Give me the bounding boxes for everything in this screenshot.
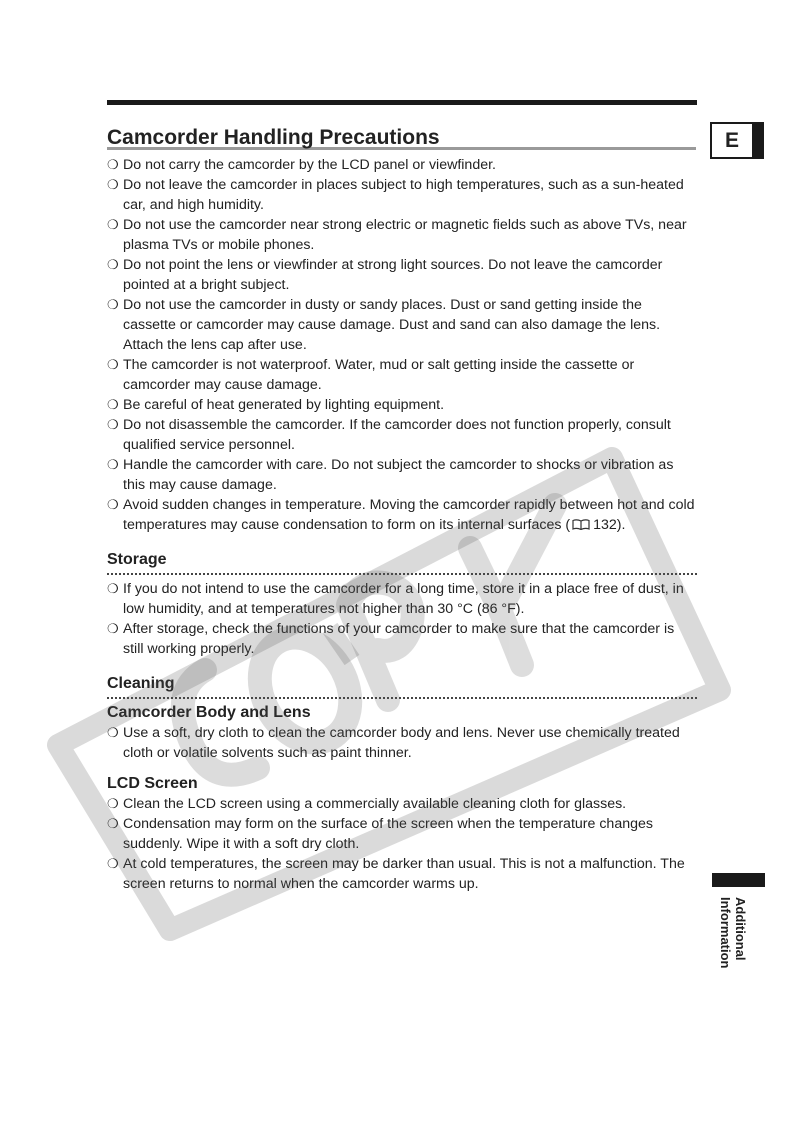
bullet-icon: ❍: [107, 357, 119, 372]
bullet-icon: ❍: [107, 157, 119, 172]
list-item: ❍ Do not point the lens or viewfinder at strong light sources. Do not leave the camcorder pointed at a bright subject.: [107, 257, 663, 293]
bullet-icon: ❍: [107, 581, 119, 596]
storage-list: [107, 579, 697, 659]
list-item: ❍ If you do not intend to use the camcorder for a long time, store it in a place free of dust, in low humidity, and at temperatures not higher than 30 °C (86 °F).: [107, 581, 684, 617]
section-side-label: [712, 897, 748, 987]
bullet-icon: ❍: [107, 856, 119, 871]
list-item: ❍ Use a soft, dry cloth to clean the camcorder body and lens. Never use chemically treated cloth or volatile solvents such as paint thinner.: [107, 725, 680, 761]
body-lens-subheading: Camcorder Body and Lens: [107, 704, 311, 721]
dotted-divider: [107, 697, 697, 699]
title-block: [107, 125, 697, 150]
bullet-icon: ❍: [107, 177, 119, 192]
list-item: ❍ Do not use the camcorder in dusty or sandy places. Dust or sand getting inside the cassette or camcorder may cause damage. Dust and sand can also damage the lens. Attach the lens cap after use.: [107, 297, 661, 353]
lcd-screen-list: [107, 794, 697, 894]
storage-heading: Storage: [107, 551, 167, 568]
bullet-icon: ❍: [107, 725, 119, 740]
list-item: ❍ Condensation may form on the surface of the screen when the temperature changes suddenly. Wipe it with a soft dry cloth.: [107, 816, 653, 852]
list-item: ❍ Do not use the camcorder near strong electric or magnetic fields such as above TVs, near plasma TVs or mobile phones.: [107, 217, 687, 253]
bullet-icon: ❍: [107, 816, 119, 831]
language-tab-letter: E: [710, 122, 754, 159]
precautions-list: [107, 155, 697, 535]
list-item: ❍ Handle the camcorder with care. Do not subject the camcorder to shocks or vibration as this may cause damage.: [107, 457, 674, 493]
list-item: ❍ Do not carry the camcorder by the LCD panel or viewfinder.: [107, 157, 496, 173]
list-item: ❍ Clean the LCD screen using a commercially available cleaning cloth for glasses.: [107, 796, 627, 812]
list-item: ❍ Do not leave the camcorder in places subject to high temperatures, such as a sun-heated car, and high humidity.: [107, 177, 684, 213]
list-item: ❍ After storage, check the functions of your camcorder to make sure that the camcorder is still working properly.: [107, 621, 675, 657]
lcd-screen-subheading: LCD Screen: [107, 775, 198, 792]
bullet-icon: ❍: [107, 217, 119, 232]
list-item: ❍ Be careful of heat generated by lighting equipment.: [107, 397, 445, 413]
bullet-icon: ❍: [107, 497, 119, 512]
bullet-icon: ❍: [107, 257, 119, 272]
main-content: [107, 155, 697, 894]
bullet-icon: ❍: [107, 796, 119, 811]
list-item: ❍ At cold temperatures, the screen may be darker than usual. This is not a malfunction. The screen returns to normal when the camcorder warms up.: [107, 856, 685, 892]
bullet-icon: ❍: [107, 297, 119, 312]
list-item: ❍ Avoid sudden changes in temperature. Moving the camcorder rapidly between hot and cold temperatures may cause condensation to form on its internal surfaces ( 132).: [107, 497, 695, 533]
dotted-divider: [107, 573, 697, 575]
header-rule: [107, 100, 697, 105]
body-lens-list: [107, 723, 697, 763]
bullet-icon: ❍: [107, 457, 119, 472]
page-reference: 132: [593, 517, 617, 533]
book-reference-icon: [572, 519, 590, 530]
cleaning-heading: Cleaning: [107, 675, 175, 692]
language-tab: [710, 122, 764, 159]
side-label-line1: Additional: [733, 897, 748, 961]
bullet-icon: ❍: [107, 621, 119, 636]
list-item: ❍ The camcorder is not waterproof. Water, mud or salt getting inside the cassette or camcorder may cause damage.: [107, 357, 635, 393]
bullet-icon: ❍: [107, 397, 119, 412]
page-title: Camcorder Handling Precautions: [107, 126, 440, 149]
language-tab-strip: [752, 122, 764, 159]
section-tab-marker: [712, 873, 765, 887]
bullet-icon: ❍: [107, 417, 119, 432]
side-label-line2: Information: [718, 897, 733, 969]
list-item: ❍ Do not disassemble the camcorder. If the camcorder does not function properly, consult qualified service personnel.: [107, 417, 671, 453]
